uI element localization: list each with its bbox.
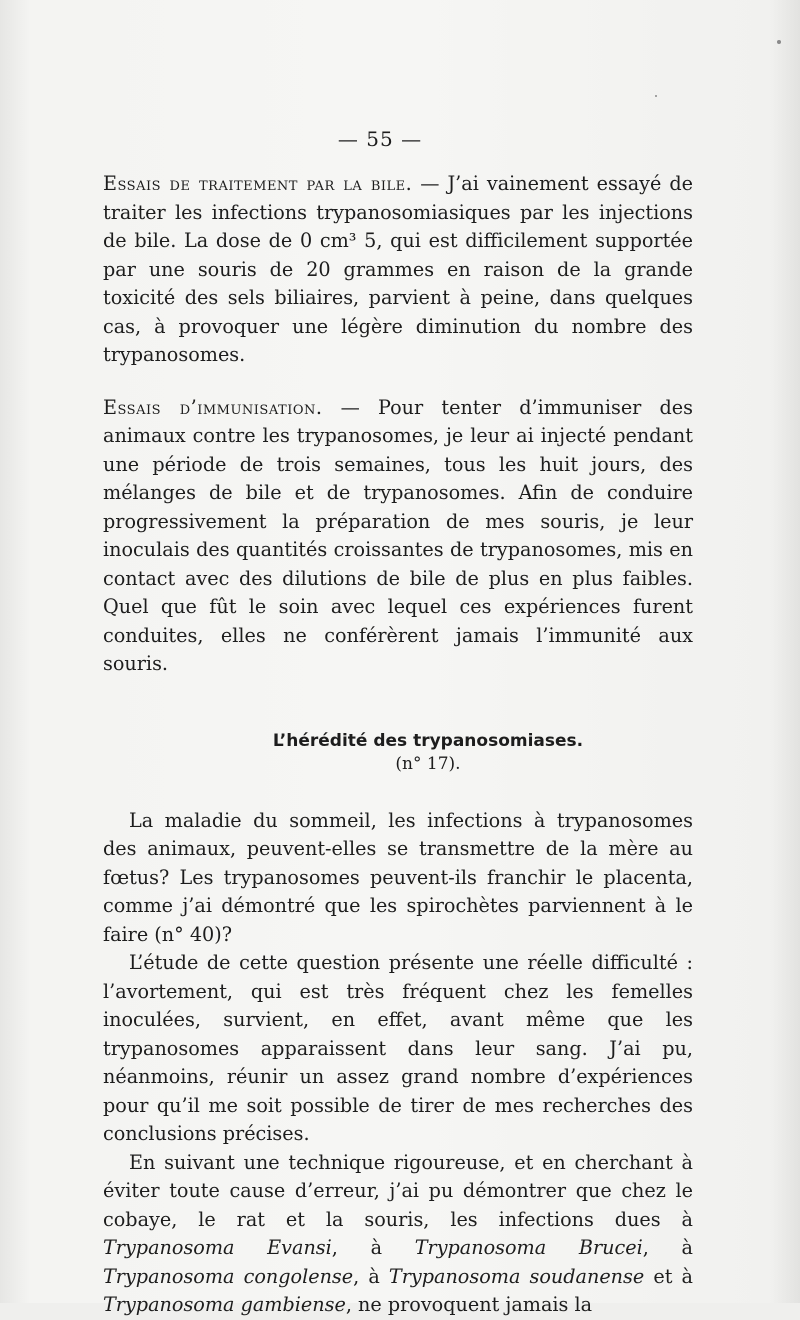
text-column <box>103 170 693 1320</box>
chapter-reference: (n° 17). <box>395 753 461 774</box>
chapter-title: L’hérédité des trypanosomiases. <box>272 730 584 751</box>
species-name: Trypanosoma gambiense <box>103 1293 346 1316</box>
species-name: Trypanosoma congolense <box>103 1264 354 1288</box>
text-run: En suivant une technique rigoureuse, et en cherchant à éviter toute cause d’erreur, j’ai pu démontrer que chez le cobaye, le rat et la souris, les infections dues à <box>103 1150 693 1231</box>
text-run: , ne provoquent jamais la <box>345 1293 593 1316</box>
text-run: , à <box>331 1236 415 1259</box>
page-number: — 55 — <box>337 127 423 151</box>
scan-speck <box>777 40 781 44</box>
text-run: , à <box>353 1264 389 1288</box>
paragraph-difficulty: L’étude de cette question présente une réelle difficulté : l’avortement, qui est très fréquent chez les femelles inoculées, survient, en effet, avant même que les trypanosomes apparaissent dans leur sang. J’ai pu, néanmoins, réunir un assez grand nombre d’expériences pour qu’il me soit possible de tirer de mes recherches des conclusions précises. <box>103 951 693 1145</box>
paragraph-text: — Pour tenter d’immuniser des animaux contre les trypanosomes, je leur ai injecté pendant une période de trois semaines, tous les huit jours, des mélanges de bile et de trypanosomes. Afin de conduire progressivement la préparation de mes souris, je leur inoculais des quantités croissantes de trypanosomes, mis en contact avec des dilutions de bile de plus en plus faibles. Quel que fût le soin avec lequel ces expériences furent conduites, elles ne conférèrent jamais l’immunité aux souris. <box>103 395 693 675</box>
paragraph-bile-treatment <box>103 170 693 370</box>
species-name: Trypanosoma Evansi <box>103 1236 332 1259</box>
text-run: , à <box>642 1236 693 1259</box>
species-name: Trypanosoma Brucei <box>414 1236 643 1259</box>
section-heading-immunisation: Essais d’immunisation. <box>103 395 323 419</box>
paragraph-technique <box>103 1149 693 1320</box>
paragraph-question: La maladie du sommeil, les infections à trypanosomes des animaux, peuvent-elles se transmettre de la mère au fœtus? Les trypanosomes peuvent-ils franchir le placenta, comme j’ai démontré que les spirochètes parviennent à le faire (n° 40)? <box>103 808 693 946</box>
section-heading-bile-treatment: Essais de traitement par la bile. <box>103 172 413 195</box>
paragraph-immunisation <box>103 394 693 679</box>
text-run: et à <box>644 1264 693 1288</box>
species-name: Trypanosoma soudanense <box>388 1264 645 1288</box>
paragraph-text: — J’ai vainement essayé de traiter les infections trypanosomiasiques par les injections de bile. La dose de 0 cm³ 5, qui est difficilement supportée par une souris de 20 grammes en raison de la grande toxicité des sels biliaires, parvient à peine, dans quelques cas, à provoquer une légère diminution du nombre des trypanosomes. <box>103 172 693 366</box>
scan-speck <box>655 95 657 97</box>
